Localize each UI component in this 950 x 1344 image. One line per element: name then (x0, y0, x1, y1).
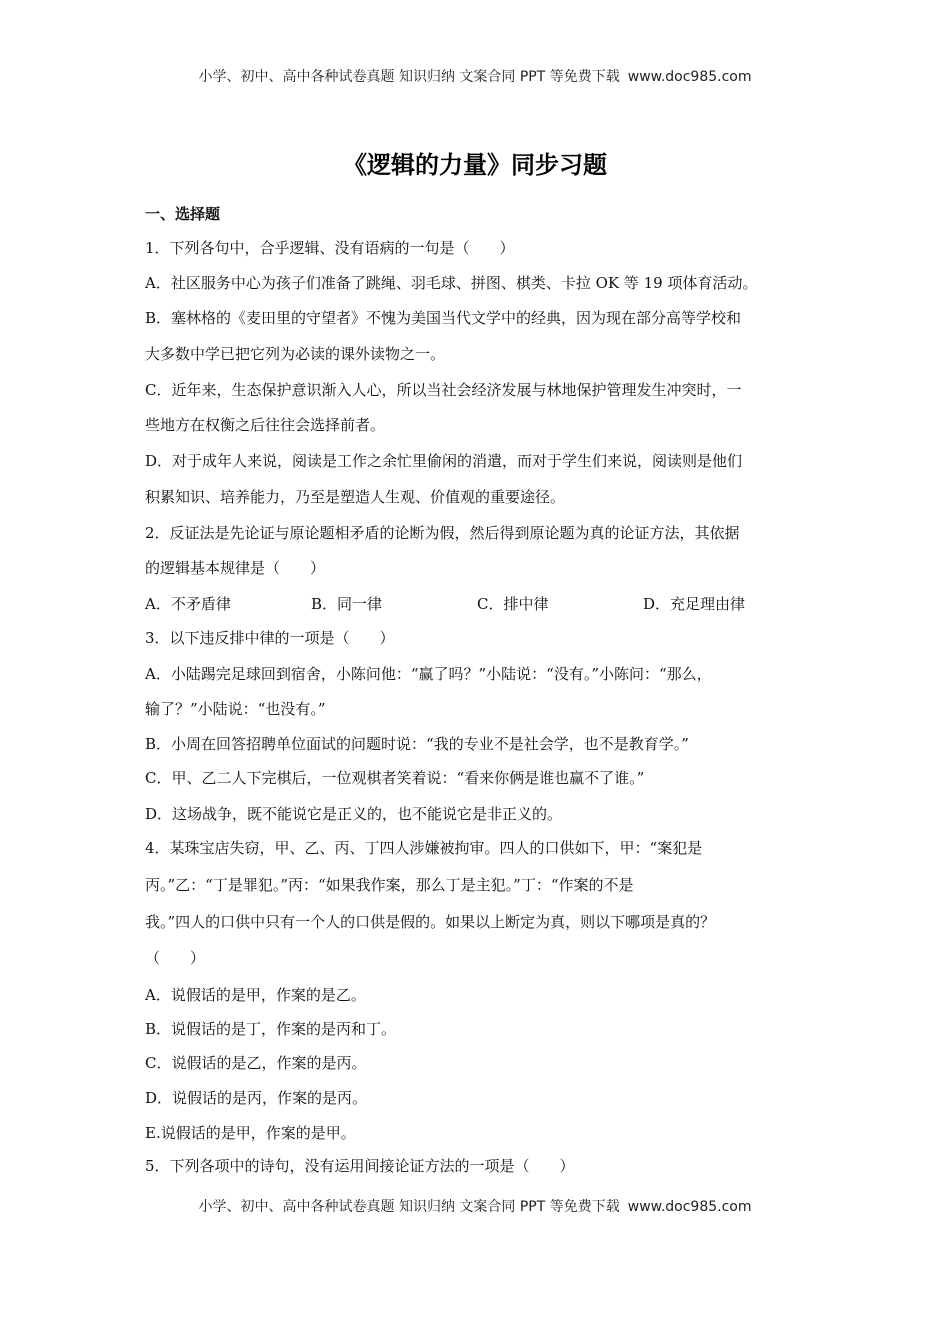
q1-option-d: D．对于成年人来说，阅读是工作之余忙里偷闲的消遣，而对于学生们来说，阅读则是他们 (145, 452, 743, 470)
question-2: 2．反证法是先论证与原论题相矛盾的论断为假，然后得到原论题为真的论证方法，其依据 (145, 524, 740, 542)
question-5: 5．下列各项中的诗句，没有运用间接论证方法的一项是（ ） (145, 1157, 575, 1175)
q3-option-b: B．小周在回答招聘单位面试的问题时说：“我的专业不是社会学，也不是教育学。” (145, 735, 689, 753)
section-heading: 一、选择题 (145, 205, 221, 223)
q4-option-b: B．说假话的是丁，作案的是丙和丁。 (145, 1020, 397, 1038)
q1-option-b-cont: 大多数中学已把它列为必读的课外读物之一。 (145, 345, 446, 363)
q2-option-b: B．同一律 (311, 595, 383, 613)
q1-option-d-cont: 积累知识、培养能力，乃至是塑造人生观、价值观的重要途径。 (145, 488, 566, 506)
question-4-cont-2: 我。”四人的口供中只有一个人的口供是假的。如果以上断定为真，则以下哪项是真的？ (145, 913, 716, 931)
q4-option-a: A．说假话的是甲，作案的是乙。 (145, 986, 366, 1004)
question-4: 4．某珠宝店失窃，甲、乙、丙、丁四人涉嫌被拘审。四人的口供如下，甲：“案犯是 (145, 839, 703, 857)
q3-option-c: C．甲、乙二人下完棋后，一位观棋者笑着说：“看来你俩是谁也赢不了谁。” (145, 769, 645, 787)
q3-option-d: D．这场战争，既不能说它是正义的，也不能说它是非正义的。 (145, 805, 563, 823)
q1-option-a: A．社区服务中心为孩子们准备了跳绳、羽毛球、拼图、棋类、卡拉 OK 等 19 项体育活动。 (145, 274, 758, 292)
page-header (0, 66, 950, 86)
q4-option-e: E.说假话的是甲，作案的是甲。 (145, 1124, 356, 1142)
q3-option-a-cont: 输了？”小陆说：“也没有。” (145, 700, 326, 718)
q1-option-c-cont: 些地方在权衡之后往往会选择前者。 (145, 416, 386, 434)
header-text: 小学、初中、高中各种试卷真题 知识归纳 文案合同 PPT 等免费下载 (198, 69, 620, 85)
q4-option-d: D．说假话的是丙，作案的是丙。 (145, 1089, 368, 1107)
q2-option-a: A．不矛盾律 (145, 595, 231, 613)
q1-option-b: B．塞林格的《麦田里的守望者》不愧为美国当代文学中的经典，因为现在部分高等学校和 (145, 309, 742, 327)
question-4-cont-1: 丙。”乙：“丁是罪犯。”丙：“如果我作案，那么丁是主犯。”丁：“作案的不是 (145, 876, 634, 894)
q2-option-d: D．充足理由律 (643, 595, 746, 613)
q2-option-c: C．排中律 (477, 595, 549, 613)
question-1: 1．下列各句中，合乎逻辑、没有语病的一句是（ ） (145, 239, 515, 257)
question-4-paren: （ ） (145, 949, 206, 967)
footer-site-link[interactable]: www.doc985.com (627, 1199, 752, 1215)
header-site-link[interactable]: www.doc985.com (627, 69, 752, 85)
q2-options (145, 594, 745, 614)
q1-option-c: C．近年来，生态保护意识渐入人心，所以当社会经济发展与林地保护管理发生冲突时，一 (145, 381, 742, 399)
footer-text: 小学、初中、高中各种试卷真题 知识归纳 文案合同 PPT 等免费下载 (198, 1199, 620, 1215)
question-3: 3．以下违反排中律的一项是（ ） (145, 629, 395, 647)
q3-option-a: A．小陆踢完足球回到宿舍，小陈问他：“赢了吗？”小陆说：“没有。”小陈问：“那么， (145, 665, 712, 683)
q4-option-c: C．说假话的是乙，作案的是丙。 (145, 1054, 367, 1072)
page-footer (0, 1196, 950, 1216)
document-title: 《逻辑的力量》同步习题 (343, 151, 607, 179)
question-2-cont: 的逻辑基本规律是（ ） (145, 559, 326, 577)
